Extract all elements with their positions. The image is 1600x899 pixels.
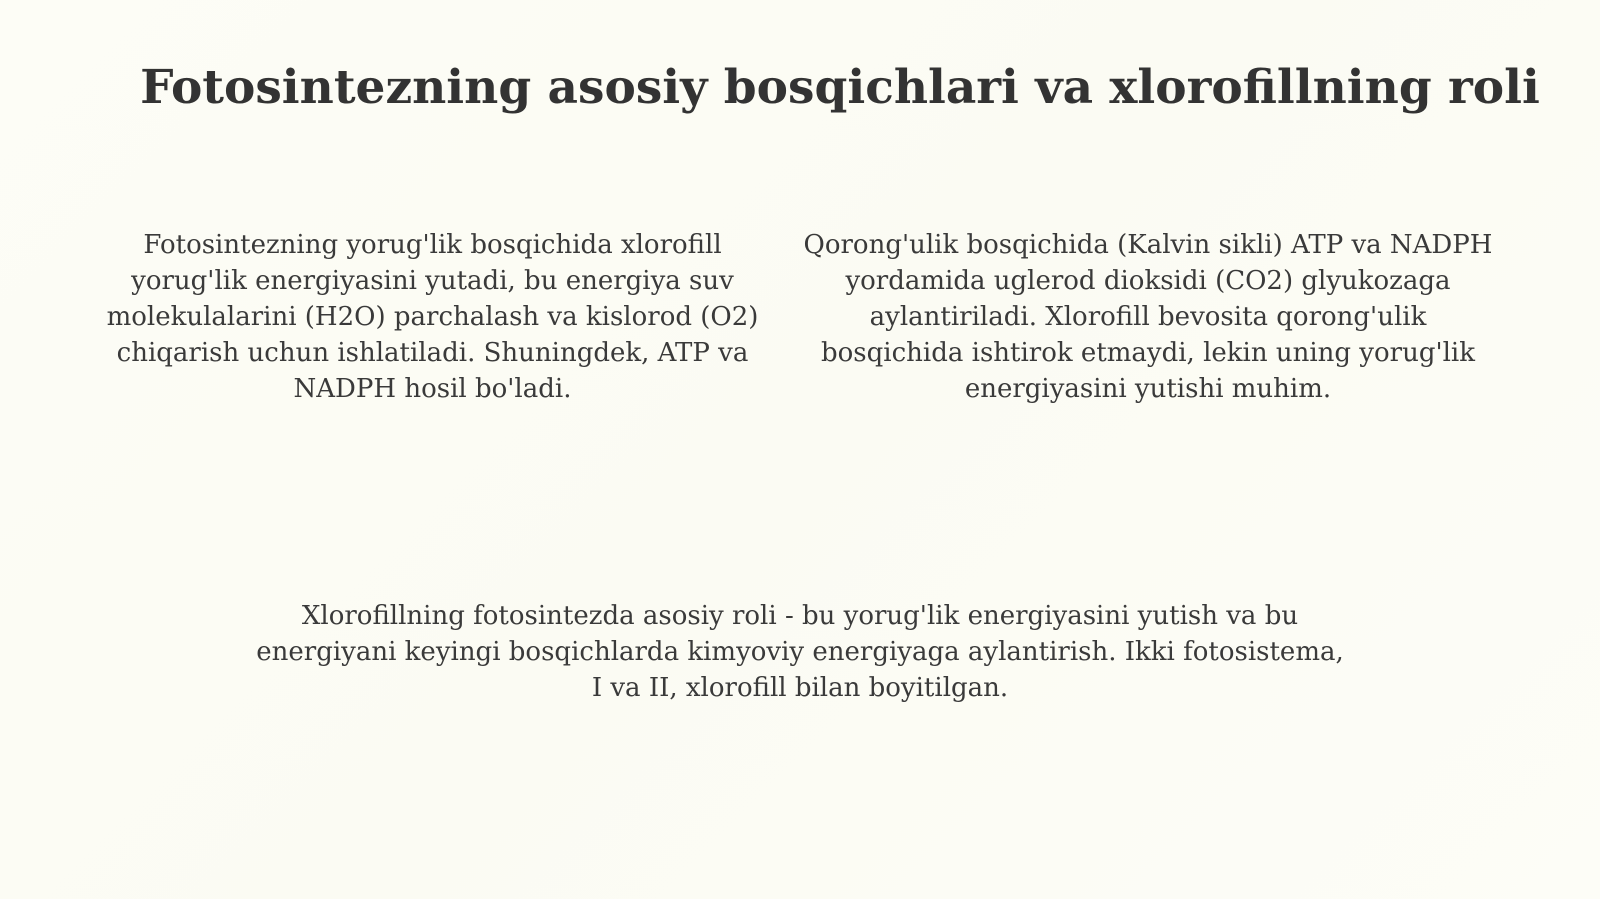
dark-stage-paragraph: Qorong'ulik bosqichida (Kalvin sikli) ATP va NADPH yordamida uglerod dioksidi (CO2) glyukozaga aylantiriladi. Xlorofill bevosita qorong'ulik bosqichida ishtirok etmaydi, lekin uning yorug'lik energiyasini yutishi muhim. xyxy=(803,230,1493,404)
slide-title: Fotosintezning asosiy bosqichlari va xlorofillning roli xyxy=(140,60,1540,115)
light-stage-paragraph: Fotosintezning yorug'lik bosqichida xlorofill yorug'lik energiyasini yutadi, bu energiya suv molekulalarini (H2O) parchalash va kislorod (O2) chiqarish uchun ishlatiladi. Shuningdek, ATP va NADPH hosil bo'ladi. xyxy=(106,230,759,404)
chlorophyll-role-paragraph: Xlorofillning fotosintezda asosiy roli - bu yorug'lik energiyasini yutish va bu energiyani keyingi bosqichlarda kimyoviy energiyaga aylantirish. Ikki fotosistema, I va II, xlorofill bilan boyitilgan. xyxy=(256,601,1344,703)
